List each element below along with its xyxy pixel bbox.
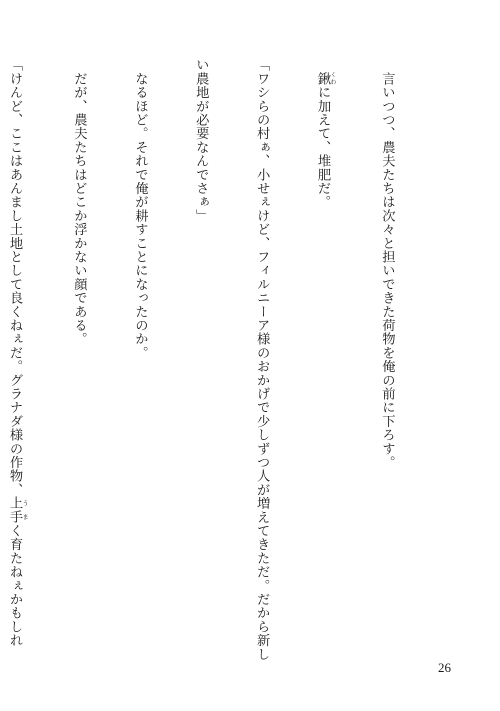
text-line: い農地が必要なんでさぁ」 — [193, 58, 209, 223]
furigana: 上手 うま — [7, 496, 29, 524]
text-line: 「ワシらの村ぁ、小せぇけど、フィルニーア様のおかげで少しずつ人が増えてきただ。だから新し — [254, 58, 270, 661]
furigana: 鍬 くわ — [315, 71, 337, 86]
vertical-text-body — [0, 58, 437, 661]
page-number: 26 — [438, 660, 451, 675]
text-line: 鍬 くわに加えて、堆肥だ。 — [315, 71, 337, 209]
text-line: なるほど。それで俺が耕すことになったのか。 — [132, 58, 148, 360]
text-line: だが、農夫たちはどこか浮かない顔である。 — [71, 58, 87, 346]
text-line: 「けんど、ここはあんまし土地として良くねぇだ。グラナダ様の作物、上手 うまく育たねぇかもしれ — [7, 58, 29, 648]
text-line: 言いつつ、農夫たちは次々と担いできた荷物を俺の前に下ろす。 — [379, 58, 395, 469]
